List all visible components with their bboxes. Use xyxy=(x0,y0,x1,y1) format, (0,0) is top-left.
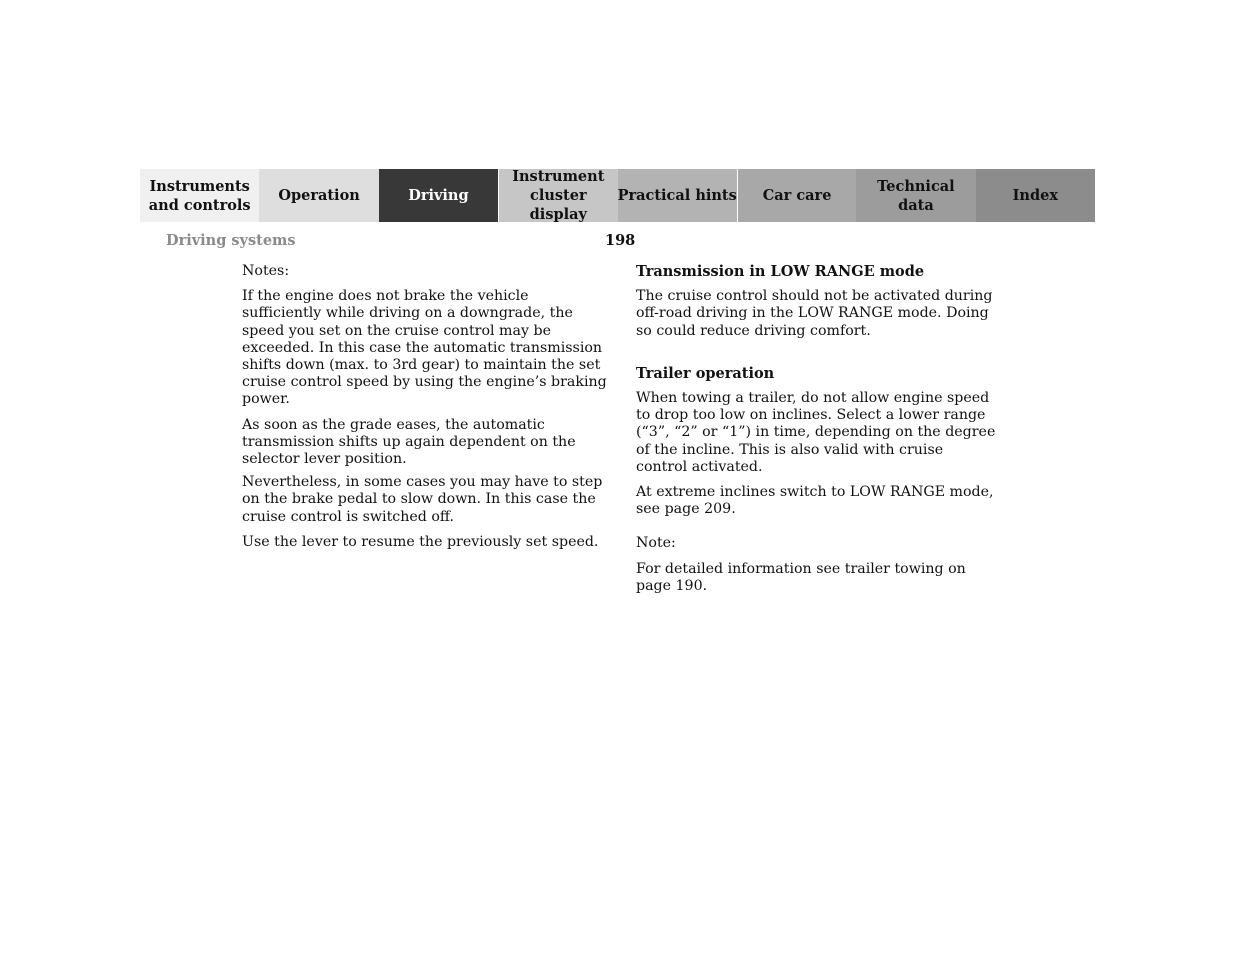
paragraph-grade-eases: As soon as the grade eases, the automatic transmission shifts up again dependent on the selector lever position. xyxy=(242,416,576,468)
page-number: 198 xyxy=(605,232,636,249)
paragraph-extreme-inclines: At extreme inclines switch to LOW RANGE mode, see page 209. xyxy=(636,484,994,518)
note-label: Note: xyxy=(636,535,676,552)
tab-car-care[interactable]: Car care xyxy=(737,169,856,222)
heading-trailer-operation: Trailer operation xyxy=(636,364,775,382)
paragraph-towing-trailer: When towing a trailer, do not allow engine speed to drop too low on inclines. Select a lower range (“3”, “2” or “1”) in time, depending on the degree of the incline. This is also valid with cruise control activated. xyxy=(636,390,996,475)
section-tab-bar xyxy=(140,169,1095,222)
paragraph-resume-speed: Use the lever to resume the previously set speed. xyxy=(242,533,599,550)
notes-label: Notes: xyxy=(242,263,290,279)
tab-instruments-and-controls[interactable]: Instruments and controls xyxy=(140,169,259,222)
paragraph-brake-pedal: Nevertheless, in some cases you may have to step on the brake pedal to slow down. In this case the cruise control is switched off. xyxy=(242,474,603,525)
left-column xyxy=(242,263,607,559)
tab-instrument-cluster-display[interactable]: Instrument cluster display xyxy=(498,169,617,222)
tab-operation[interactable]: Operation xyxy=(259,169,378,222)
tab-technical-data[interactable]: Technical data xyxy=(856,169,975,222)
paragraph-low-range: The cruise control should not be activated during off-road driving in the LOW RANGE mode. Doing so could reduce driving comfort. xyxy=(636,288,993,339)
paragraph-downgrade-braking: If the engine does not brake the vehicle sufficiently while driving on a downgrade, the speed you set on the cruise control may be exceeded. In this case the automatic transmission shifts down (max. to 3rd gear) to maintain the set cruise control speed by using the engine’s braking power. xyxy=(242,288,607,408)
section-title: Driving systems xyxy=(166,232,296,249)
tab-driving[interactable]: Driving xyxy=(379,169,498,222)
paragraph-trailer-towing-reference: For detailed information see trailer towing on page 190. xyxy=(636,560,966,594)
tab-index[interactable]: Index xyxy=(976,169,1095,222)
heading-low-range-mode: Transmission in LOW RANGE mode xyxy=(636,263,925,280)
right-column xyxy=(636,263,998,603)
tab-practical-hints[interactable]: Practical hints xyxy=(618,169,737,222)
